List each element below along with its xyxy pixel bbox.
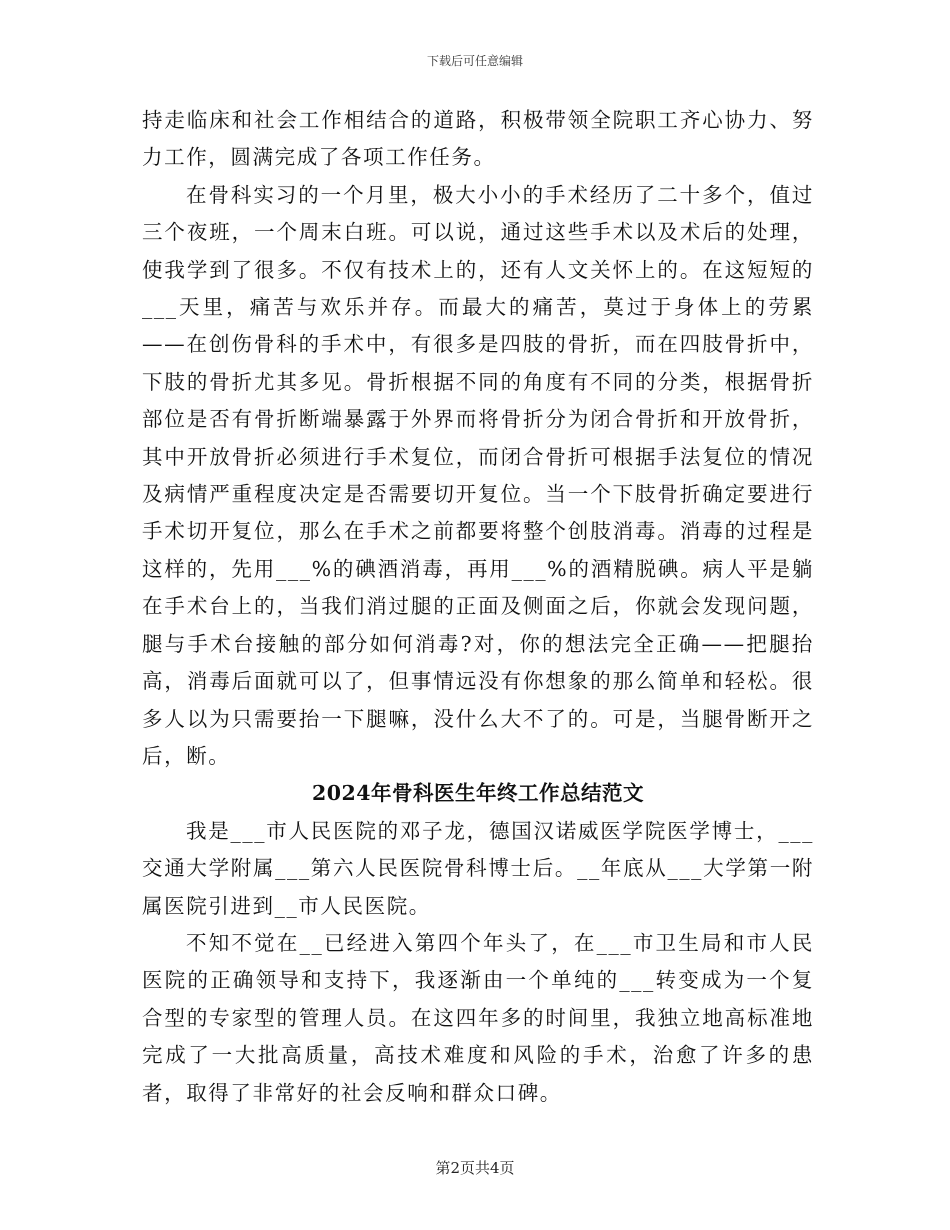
paragraph-orthopedic-internship: 在骨科实习的一个月里，极大小小的手术经历了二十多个，值过三个夜班，一个周末白班。可以说，通过这些手术以及术后的处理，使我学到了很多。不仅有技术上的，还有人文关怀上的。在这短短的___天里，痛苦与欢乐并存。而最大的痛苦，莫过于身体上的劳累——在创伤骨科的手术中，有很多是四肢的骨折，而在四肢骨折中，下肢的骨折尤其多见。骨折根据不同的角度有不同的分类，根据骨折部位是否有骨折断端暴露于外界而将骨折分为闭合骨折和开放骨折，其中开放骨折必须进行手术复位，而闭合骨折可根据手法复位的情况及病情严重程度决定是否需要切开复位。当一个下肢骨折确定要进行手术切开复位，那么在手术之前都要将整个创肢消毒。消毒的过程是这样的，先用___%的碘酒消毒，再用___%的酒精脱碘。病人平是躺在手术台上的，当我们消过腿的正面及侧面之后，你就会发现问题，腿与手术台接触的部分如何消毒?对，你的想法完全正确——把腿抬高，消毒后面就可以了，但事情远没有你想象的那么简单和轻松。很多人以为只需要抬一下腿嘛，没什么大不了的。可是，当腿骨断开之后，断。 bbox=[142, 182, 814, 768]
paragraph-four-years-summary: 不知不觉在__已经进入第四个年头了，在___市卫生局和市人民医院的正确领导和支持下，我逐渐由一个单纯的___转变成为一个复合型的专家型的管理人员。在这四年多的时间里，我独立地高标准地完成了一大批高质量，高技术难度和风险的手术，治愈了许多的患者，取得了非常好的社会反响和群众口碑。 bbox=[142, 930, 814, 1105]
paragraph-continued: 持走临床和社会工作相结合的道路，积极带领全院职工齐心协力、努力工作，圆满完成了各项工作任务。 bbox=[142, 108, 814, 170]
paragraph-self-introduction: 我是___市人民医院的邓子龙，德国汉诺威医学院医学博士，___交通大学附属___第六人民医院骨科博士后。__年底从___大学第一附属医院引进到__市人民医院。 bbox=[142, 818, 814, 918]
section-title: 2024年骨科医生年终工作总结范文 bbox=[311, 781, 645, 806]
header-note: 下载后可任意编辑 bbox=[426, 54, 523, 68]
page-number: 第2页共4页 bbox=[435, 1159, 515, 1177]
document-body bbox=[142, 102, 814, 1112]
